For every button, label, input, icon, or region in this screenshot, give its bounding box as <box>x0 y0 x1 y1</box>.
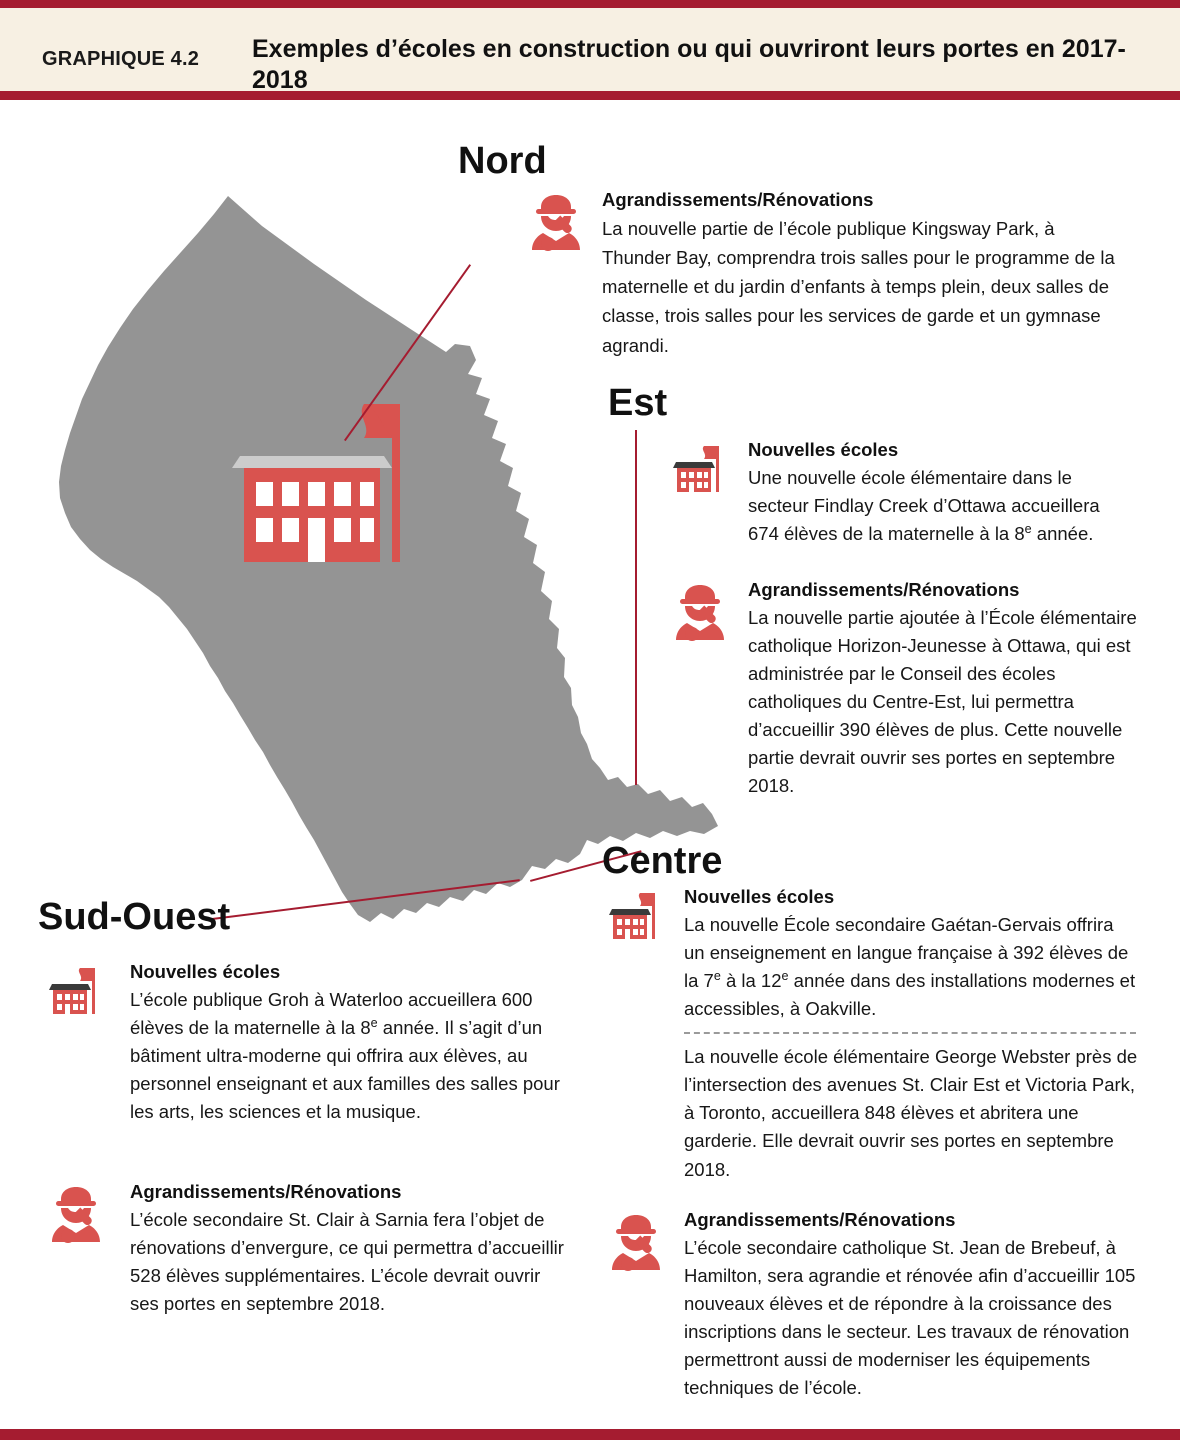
info-text-part: L’école publique Groh à Waterloo accueillera 600 élèves de la maternelle à la 8 <box>130 988 533 1038</box>
region-label-est: Est <box>608 382 668 424</box>
info-text-part: Une nouvelle école élémentaire dans le secteur Findlay Creek d’Ottawa accueillera 674 élèves de la maternelle à la 8 <box>748 466 1100 544</box>
region-label-centre: Centre <box>602 840 723 882</box>
region-label-nord: Nord <box>458 140 547 182</box>
page-title: Exemples d’écoles en construction ou qui ouvriront leurs portes en 2017-2018 <box>252 35 1126 95</box>
info-heading: Agrandissements/Rénovations <box>130 1181 402 1202</box>
info-text-secondary: La nouvelle école élémentaire George Webster près de l’intersection des avenues St. Clair Est et Victoria Park, à Toronto, accueillera 848 élèves et abritera une garderie. Elle devrait ouvrir ses portes en septembre 2018. <box>684 1046 1138 1180</box>
info-text <box>748 464 1132 548</box>
construction-worker-icon <box>48 1184 104 1244</box>
info-heading: Agrandissements/Rénovations <box>602 189 874 210</box>
info-text: La nouvelle partie de l’école publique Kingsway Park, à Thunder Bay, comprendra trois salles pour le programme de la maternelle et du jardin d’enfants à temps plein, deux salles de classe, trois salles pour les services de garde et un gymnase agrandi. <box>602 217 1115 356</box>
info-heading: Nouvelles écoles <box>748 439 899 460</box>
info-heading: Agrandissements/Rénovations <box>684 1209 956 1230</box>
info-text-part: La nouvelle École secondaire Gaétan-Gervais offrira un enseignement en langue française à 392 élèves de la 7 <box>684 913 1129 991</box>
ordinal-suffix: e <box>370 1015 378 1030</box>
info-text-part: à la 12 <box>720 969 782 991</box>
info-text: La nouvelle partie ajoutée à l’École élémentaire catholique Horizon-Jeunesse à Ottawa, qui est administrée par le Conseil des écoles catholiques du Centre-Est, lui permettra d’accueillir 390 élèves de plus. Cette nouvelle partie devrait ouvrir ses portes en septembre 2018. <box>748 606 1137 797</box>
info-text-part: année dans des installations modernes et accessibles, à Oakville. <box>684 969 1136 1019</box>
region-label-sud-ouest: Sud-Ouest <box>38 896 231 938</box>
construction-worker-icon <box>528 192 584 252</box>
school-building-icon <box>672 442 728 502</box>
school-building-icon <box>48 964 104 1024</box>
ordinal-suffix: e <box>781 968 789 983</box>
info-block-est-new-schools <box>672 438 1132 548</box>
ordinal-suffix: e <box>713 968 721 983</box>
info-block-est-renovations <box>672 578 1142 800</box>
info-text: L’école secondaire catholique St. Jean de Brebeuf, à Hamilton, sera agrandie et rénovée afin d’accueillir 105 nouveaux élèves et de répondre à la croissance des inscriptions dans le secteur. Les travaux de rénovation permettront aussi de moderniser les équipements techniques de l’école. <box>684 1236 1136 1399</box>
info-heading: Agrandissements/Rénovations <box>748 579 1020 600</box>
school-building-icon <box>608 889 664 949</box>
header-band <box>0 0 1180 100</box>
info-heading: Nouvelles écoles <box>130 961 281 982</box>
footer-band <box>0 1429 1180 1440</box>
info-block-sud-ouest-renovations <box>48 1180 568 1318</box>
section-divider <box>684 1032 1136 1034</box>
construction-worker-icon <box>608 1212 664 1272</box>
chart-number-label: GRAPHIQUE 4.2 <box>42 48 200 70</box>
info-heading: Nouvelles écoles <box>684 886 835 907</box>
ordinal-suffix: e <box>1024 521 1032 536</box>
info-text: L’école secondaire St. Clair à Sarnia fera l’objet de rénovations d’envergure, ce qui permettra d’accueillir 528 élèves supplémentaires. L’école devrait ouvrir ses portes en septembre 2018. <box>130 1208 564 1314</box>
info-text <box>130 986 568 1127</box>
school-building-icon-large <box>232 392 432 582</box>
info-text <box>684 911 1138 1023</box>
info-block-centre-renovations <box>608 1208 1138 1402</box>
info-block-sud-ouest-new-schools <box>48 960 568 1126</box>
construction-worker-icon <box>672 582 728 642</box>
leader-line-est <box>635 430 637 785</box>
info-block-nord-renovations <box>528 188 1128 360</box>
info-block-centre-new-schools <box>608 885 1138 1184</box>
info-text-part: année. <box>1031 522 1094 544</box>
info-text-part: année. Il s’agit d’un bâtiment ultra-moderne qui offrira aux élèves, au personnel enseignant et aux familles des salles pour les arts, les sciences et la musique. <box>130 1016 560 1123</box>
